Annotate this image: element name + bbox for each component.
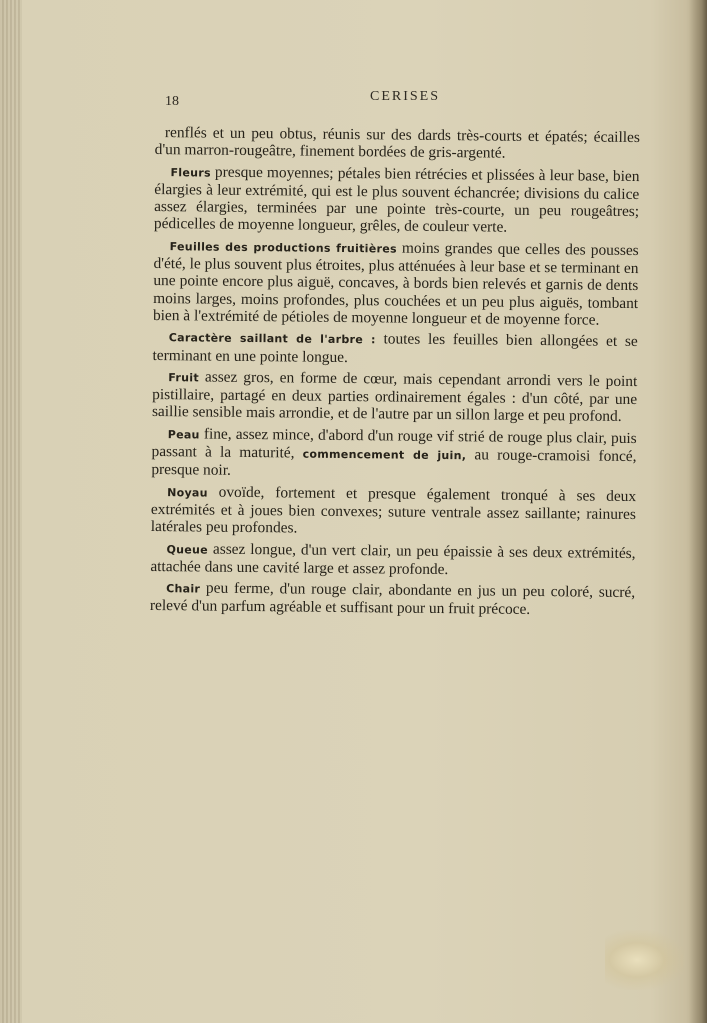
text-noyau: ovoïde, fortement et presque également tronqué à ses deux extrémités et à joues bien convexes; suture ventrale assez saillante; rainures latérales peu profondes. — [150, 483, 637, 537]
text-caractere: toutes les feuilles bien allongées et se terminant en une pointe longue. — [152, 330, 638, 366]
text-fruit: assez gros, en forme de cœur, mais cependant arrondi vers le point pistillaire, partagé en deux parties ordinairement égales : d'un côté, par une saillie sensible mais arrondie, et de l'autre par un sillon large et peu profond. — [151, 368, 638, 426]
text-peau-after: au rouge-cramoisi foncé, presque noir. — [151, 446, 637, 480]
term-feuilles: Feuilles des productions fruitières — [169, 239, 397, 256]
paragraph-queue — [150, 540, 635, 581]
term-chair: Chair — [166, 582, 201, 596]
text-peau-before: fine, assez mince, d'abord d'un rouge vif strié de rouge plus clair, puis passant à la maturité, — [151, 425, 637, 462]
paragraph-feuilles — [153, 237, 639, 330]
page-number: 18 — [165, 94, 179, 109]
term-queue: Queue — [166, 542, 209, 557]
body-text — [150, 124, 640, 624]
text-chair: peu ferme, d'un rouge clair, abondante en jus un peu coloré, sucré, relevé d'un parfum agréable et suffisant pour un fruit précoce. — [149, 579, 636, 619]
running-title: CERISES — [370, 89, 441, 104]
term-fleurs: Fleurs — [170, 165, 211, 180]
paragraph-fruit — [152, 368, 638, 426]
paragraph-peau — [151, 425, 637, 484]
page-curl-shadow — [689, 0, 707, 1023]
paragraph-continuation: renflés et un peu obtus, réunis sur des dards très-courts et épatés; écailles d'un marron-rougeâtre, finement bordées de gris-argenté. — [154, 124, 640, 162]
text-feuilles: moins grandes que celles des pousses d'été, le plus souvent plus étroites, plus atténuées à leur base et se terminant en une pointe encore plus aiguë, concaves, à bords bien relevés et garnis de dents moins larges, moins profondes, plus couchées et un peu plus aiguës, tombant bien à l'extrémité de pétioles de moyenne longueur et de moyenne force. — [152, 239, 639, 329]
term-peau: Peau — [167, 427, 200, 442]
term-noyau: Noyau — [167, 485, 208, 500]
paragraph-noyau — [151, 483, 637, 541]
term-fruit: Fruit — [168, 371, 200, 385]
paragraph-caractere — [152, 328, 637, 369]
text-fleurs: presque moyennes; pétales bien rétrécies et plissées à leur base, bien élargies à leur extrémité, qui est le plus souvent échancrée; divisions du calice assez élargies, terminées par une pointe très-courte, un peu rougeâtres; pédicelles de moyenne longueur, grêles, de couleur verte. — [153, 163, 640, 237]
emph-maturity-date: commencement de juin, — [302, 447, 467, 463]
term-caractere: Caractère saillant de l'arbre : — [168, 331, 376, 347]
paragraph-chair — [150, 579, 635, 620]
text-queue: assez longue, d'un vert clair, un peu épaissie à ses deux extrémités, attachée dans une cavité large et assez profonde. — [150, 540, 636, 578]
page-edges — [0, 0, 22, 1023]
paper-stain — [605, 930, 685, 990]
paragraph-fleurs — [154, 163, 640, 238]
